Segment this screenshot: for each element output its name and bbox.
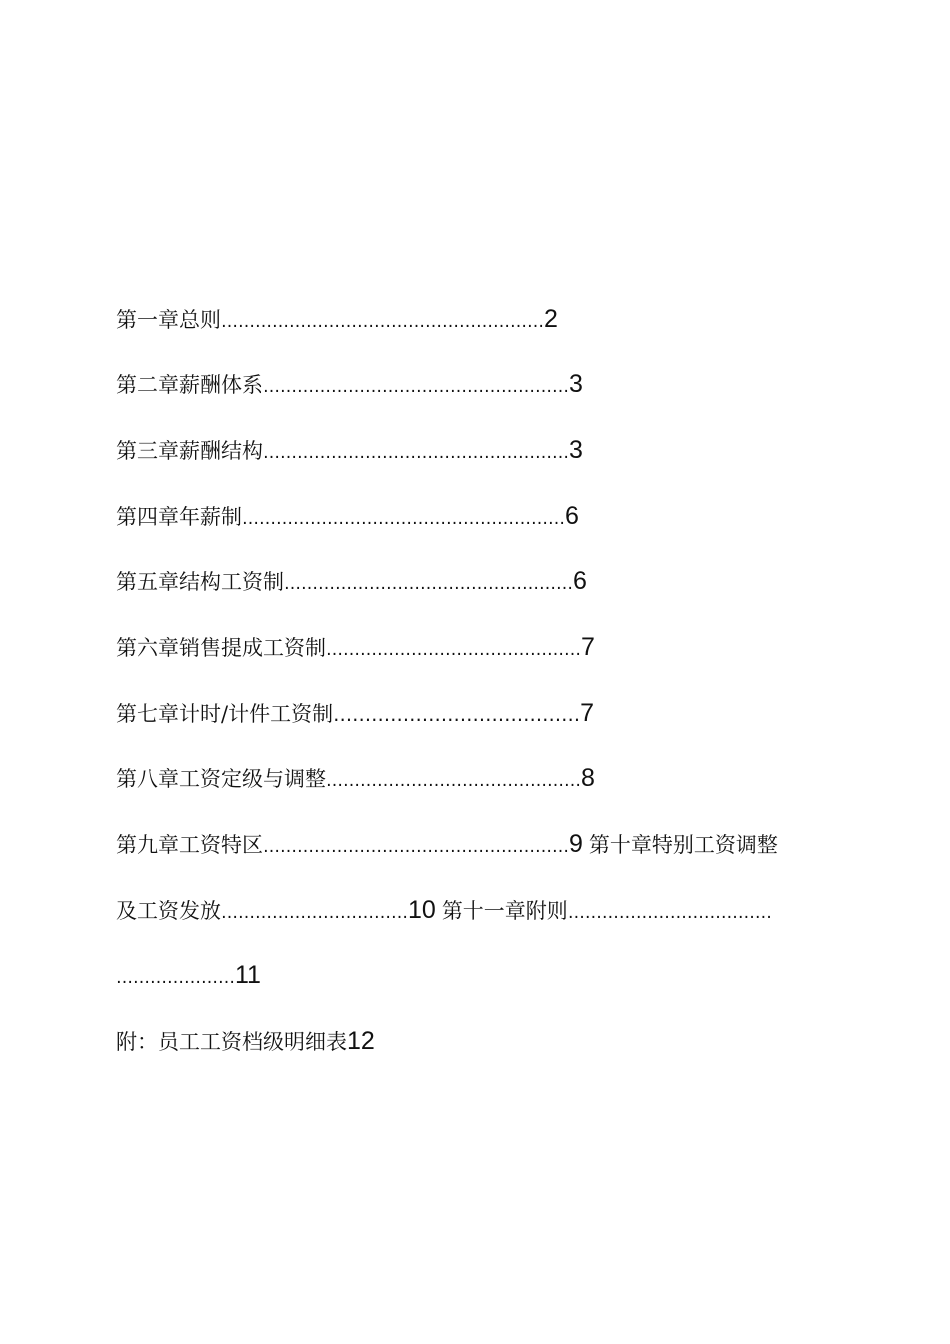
toc-leader-dots: ………………………………………………	[263, 443, 569, 463]
table-of-contents	[116, 0, 916, 1344]
toc-entry-2[interactable]	[116, 364, 583, 404]
toc-page-number: 10	[408, 896, 436, 924]
toc-page-number: 7	[580, 699, 594, 727]
toc-entry-title: 第十一章附则	[441, 899, 568, 923]
toc-entry-title: 第三章薪酬结构	[116, 439, 263, 463]
toc-leader-dots: …………………………………	[333, 704, 581, 726]
toc-leader-dots: ………………………………………………	[263, 837, 569, 857]
toc-entry-title: 第七章计时/计件工资制	[116, 702, 334, 726]
toc-page-number: 12	[347, 1027, 375, 1055]
toc-entry-title: 第五章结构工资制	[116, 570, 284, 594]
toc-entry-title: 第一章总则	[116, 308, 221, 332]
toc-leader-dots: ………………………………………………	[263, 377, 569, 397]
toc-entry-title: 附：员工工资档级明细表	[116, 1030, 347, 1054]
toc-page-number: 7	[581, 633, 595, 661]
toc-entry-title: 第九章工资特区	[116, 833, 263, 857]
toc-leader-dots: …………………	[116, 968, 235, 988]
toc-leader-dots: …………………………………………………	[221, 312, 544, 332]
toc-entry-1[interactable]	[116, 299, 558, 339]
toc-entry-3[interactable]	[116, 430, 583, 470]
toc-entry-8[interactable]	[116, 758, 595, 798]
toc-page-number: 3	[569, 436, 583, 464]
toc-entry-appendix[interactable]	[116, 1021, 375, 1061]
toc-entry-4[interactable]	[116, 496, 579, 536]
toc-entry-title: 第十章特别工资调整	[588, 833, 778, 857]
toc-entry-title: 第六章销售提成工资制	[116, 636, 326, 660]
toc-entry-11[interactable]	[116, 955, 261, 995]
toc-page-number: 3	[569, 370, 583, 398]
toc-leader-dots: …………………………………………………	[242, 509, 565, 529]
toc-entry-9[interactable]	[116, 824, 778, 864]
toc-entry-title: 第八章工资定级与调整	[116, 767, 326, 791]
toc-leader-dots: ………………………………………	[326, 640, 581, 660]
toc-entry-10[interactable]	[116, 890, 772, 930]
toc-page-number: 6	[565, 502, 579, 530]
toc-page-number: 9	[569, 830, 583, 858]
toc-entry-7[interactable]	[116, 693, 594, 733]
toc-entry-6[interactable]	[116, 627, 595, 667]
toc-entry-5[interactable]	[116, 561, 587, 601]
toc-entry-title: 第二章薪酬体系	[116, 373, 263, 397]
toc-leader-dots: ……………………………………………	[284, 574, 573, 594]
toc-leader-dots: ………………………………………	[326, 771, 581, 791]
toc-page-number: 11	[235, 961, 261, 989]
toc-entry-title: 第四章年薪制	[116, 505, 242, 529]
toc-leader-dots: ………………………………	[567, 903, 772, 923]
toc-page-number: 8	[581, 764, 595, 792]
toc-page-number: 6	[573, 567, 587, 595]
toc-leader-dots: ……………………………	[221, 903, 408, 923]
toc-entry-title: 及工资发放	[116, 899, 221, 923]
toc-page-number: 2	[544, 305, 558, 333]
